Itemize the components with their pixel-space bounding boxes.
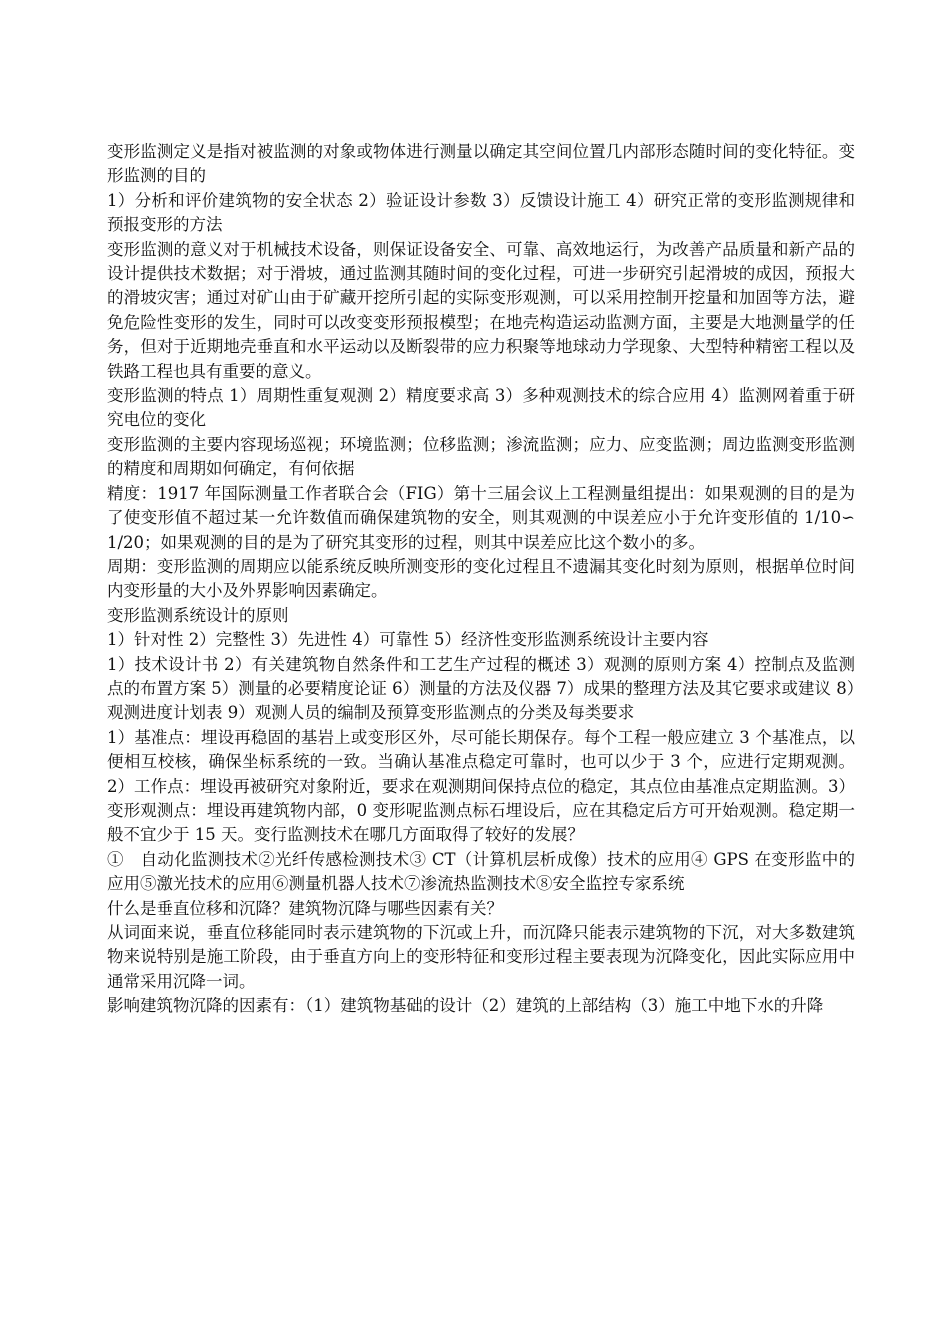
paragraph-design-principles: 1）针对性 2）完整性 3）先进性 4）可靠性 5）经济性变形监测系统设计主要内容 bbox=[107, 630, 709, 650]
paragraph-settlement-question: 什么是垂直位移和沉降？建筑物沉降与哪些因素有关？ bbox=[107, 898, 503, 918]
paragraph-design-principles-heading: 变形监测系统设计的原则 bbox=[107, 605, 289, 625]
paragraph-settlement-definition: 从词面来说，垂直位移能同时表示建筑物的下沉或上升，而沉降只能表示建筑物的下沉，对大多数建筑物来说特别是施工阶段，由于垂直方向上的变形特征和变形过程主要表现为沉降变化，因此实际应用中通常采用沉降一词。 bbox=[107, 923, 855, 991]
paragraph-design-contents: 1）技术设计书 2）有关建筑物自然条件和工艺生产过程的概述 3）观测的原则方案 4）控制点及监测点的布置方案 5）测量的必要精度论证 6）测量的方法及仪器 7）成果的整理方法及其它要求或建议 8）观测进度计划表 9）观测人员的编制及预算变形监测点的分类及每类要求 bbox=[107, 654, 855, 723]
paragraph-definition: 变形监测定义是指对被监测的对象或物体进行测量以确定其空间位置几内部形态随时间的变化特征。变形监测的目的 bbox=[107, 142, 855, 186]
paragraph-purposes: 1）分析和评价建筑物的安全状态 2）验证设计参数 3）反馈设计施工 4）研究正常的变形监测规律和预报变形的方法 bbox=[107, 190, 855, 235]
paragraph-monitoring-points: 1）基准点：埋设再稳固的基岩上或变形区外，尽可能长期保存。每个工程一般应建立 3 个基准点，以便相互校核，确保坐标系统的一致。当确认基准点稳定可靠时，也可以少于 3 个，应进行定期观测。2）工作点：埋设再被研究对象附近，要求在观测期间保持点位的稳定，其点位由基准点定期监测。3）变形观测点：埋设再建筑物内部，0 变形呢监测点标石埋设后，应在其稳定后方可开始观测。稳定期一般不宜少于 15 天。变行监测技术在哪几方面取得了较好的发展？ bbox=[107, 727, 855, 845]
paragraph-technology-developments: ① 自动化监测技术②光纤传感检测技术③ CT（计算机层析成像）技术的应用④ GPS 在变形监中的应用⑤激光技术的应用⑥测量机器人技术⑦渗流热监测技术⑧安全监控专家系统 bbox=[107, 849, 855, 894]
document-body bbox=[107, 140, 855, 1019]
paragraph-period: 周期：变形监测的周期应以能系统反映所测变形的变化过程且不遗漏其变化时刻为原则，根据单位时间内变形量的大小及外界影响因素确定。 bbox=[107, 556, 855, 601]
paragraph-significance: 变形监测的意义对于机械技术设备，则保证设备安全、可靠、高效地运行，为改善产品质量和新产品的设计提供技术数据；对于滑坡，通过监测其随时间的变化过程，可进一步研究引起滑坡的成因，预报大的滑坡灾害；通过对矿山由于矿藏开挖所引起的实际变形观测，可以采用控制开挖量和加固等方法，避免危险性变形的发生，同时可以改变变形预报模型；在地壳构造运动监测方面，主要是大地测量学的任务，但对于近期地壳垂直和水平运动以及断裂带的应力积聚等地球动力学现象、大型特种精密工程以及铁路工程也具有重要的意义。 bbox=[107, 239, 855, 381]
paragraph-precision: 精度：1917 年国际测量工作者联合会（FIG）第十三届会议上工程测量组提出：如果观测的目的是为了使变形值不超过某一允许数值而确保建筑物的安全，则其观测的中误差应小于允许变形值的 1/10∽1/20；如果观测的目的是为了研究其变形的过程，则其中误差应比这个数小的多。 bbox=[107, 483, 855, 552]
paragraph-main-content: 变形监测的主要内容现场巡视；环境监测；位移监测；渗流监测；应力、应变监测；周边监测变形监测的精度和周期如何确定，有何依据 bbox=[107, 434, 855, 479]
paragraph-settlement-factors: 影响建筑物沉降的因素有：（1）建筑物基础的设计（2）建筑的上部结构（3）施工中地下水的升降 bbox=[107, 996, 824, 1016]
paragraph-characteristics: 变形监测的特点 1）周期性重复观测 2）精度要求高 3）多种观测技术的综合应用 4）监测网着重于研究电位的变化 bbox=[107, 386, 855, 430]
